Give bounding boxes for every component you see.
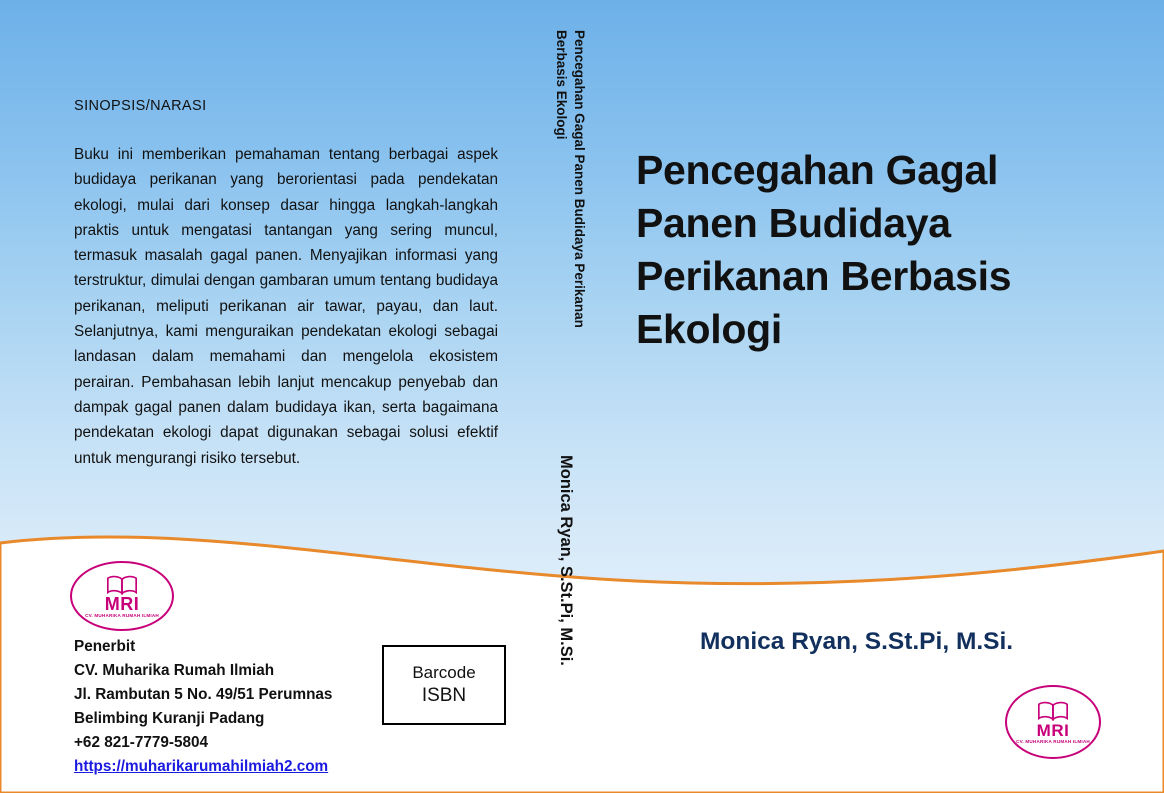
front-title-line2: Panen Budidaya: [636, 200, 951, 246]
logo-mark: MRI: [1036, 720, 1070, 740]
logo-subtitle: CV. MUHARIKA RUMAH ILMIAH: [85, 612, 159, 618]
publisher-website-link[interactable]: https://muharikarumahilmiah2.com: [74, 758, 329, 775]
publisher-phone: +62 821-7779-5804: [74, 734, 208, 751]
front-title-line3: Perikanan Berbasis: [636, 253, 1012, 299]
barcode-label: Barcode: [412, 663, 476, 682]
publisher-logo-back: [70, 561, 174, 631]
synopsis-text: Buku ini memberikan pemahaman tentang berbagai aspek budidaya perikanan yang berorientasi pada pendekatan ekologi, mulai dari konsep dasar hingga langkah-langkah praktis untuk mengatasi tantangan yang sering muncul, termasuk masalah gagal panen. Menyajikan informasi yang terstruktur, dimulai dengan gambaran umum tentang budidaya perikanan, meliputi perikanan air tawar, payau, dan laut. Selanjutnya, kami menguraikan pendekatan ekologi sebagai landasan dalam memahami dan mengelola ekosistem perairan. Pembahasan lebih lanjut mencakup penyebab dan dampak gagal panen dalam budidaya ikan, serta bagaimana pendekatan ekologi dapat digunakan sebagai solusi efektif untuk mengurangi risiko tersebut.: [74, 146, 498, 467]
front-title-line4: Ekologi: [636, 306, 782, 352]
spine-author: [556, 455, 600, 715]
front-cover-author: Monica Ryan, S.St.Pi, M.Si.: [700, 628, 1014, 655]
publisher-address-line1: Jl. Rambutan 5 No. 49/51 Perumnas: [74, 686, 333, 703]
open-book-icon: [1036, 701, 1070, 721]
spine-author-text: Monica Ryan, S.St.Pi, M.Si.: [557, 455, 575, 666]
barcode-placeholder: [382, 645, 506, 725]
logo-mark: MRI: [104, 593, 140, 614]
publisher-label: Penerbit: [74, 638, 136, 655]
publisher-name: CV. Muharika Rumah Ilmiah: [74, 662, 275, 679]
spine-title: [552, 30, 596, 360]
publisher-info: [74, 635, 332, 779]
front-title-line1: Pencegahan Gagal: [636, 147, 999, 193]
logo-subtitle: CV. MUHARIKA RUMAH ILMIAH: [1016, 738, 1090, 744]
isbn-label: ISBN: [421, 685, 467, 706]
spine-title-line2: Berbasis Ekologi: [554, 30, 569, 140]
spine-title-line1: Pencegahan Gagal Panen Budidaya Perikanan: [572, 30, 587, 328]
publisher-address-line2: Belimbing Kuranji Padang: [74, 710, 265, 727]
synopsis-label: SINOPSIS/NARASI: [74, 98, 207, 114]
front-cover-title: [636, 144, 1136, 356]
publisher-logo-front: [1005, 685, 1101, 759]
open-book-icon: [105, 575, 139, 595]
